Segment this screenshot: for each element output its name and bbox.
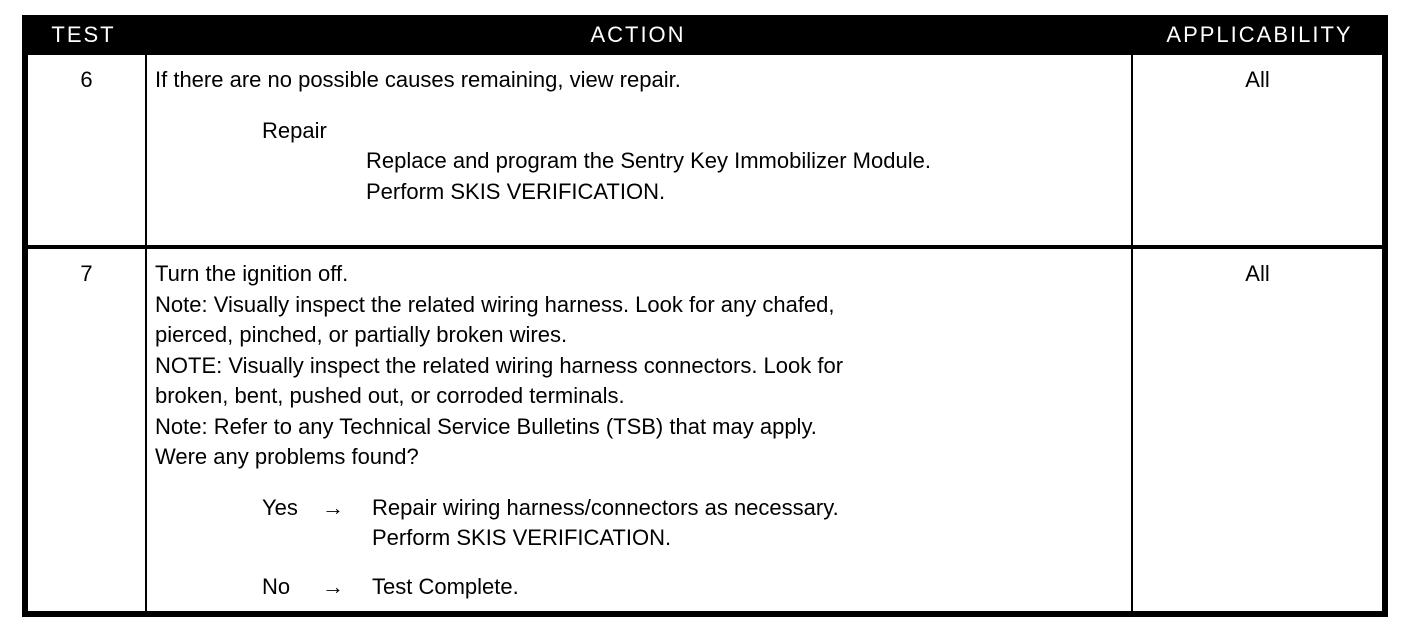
row-7-action-line: broken, bent, pushed out, or corroded terminals.	[155, 383, 625, 408]
row-7-action	[147, 249, 1131, 611]
repair-label: Repair	[262, 117, 327, 143]
row-7-action-line: NOTE: Visually inspect the related wiring harness connectors. Look for	[155, 352, 844, 378]
row-6-test-number: 6	[28, 55, 145, 245]
row-7-action-line: Note: Visually inspect the related wiring harness. Look for any chafed,	[155, 291, 835, 317]
yes-label: Yes	[262, 494, 298, 520]
no-label: No	[262, 573, 291, 599]
header-action: ACTION	[590, 22, 686, 47]
row-7-action-line: Were any problems found?	[155, 444, 419, 469]
row-7-applicability: All	[1133, 249, 1382, 611]
no-branch	[155, 572, 1123, 603]
row-6-applicability: All	[1133, 55, 1382, 245]
row-7-action-line: Turn the ignition off.	[155, 261, 349, 286]
arrow-right-icon: →	[322, 494, 344, 520]
row-7-action-line: Note: Refer to any Technical Service Bulletins (TSB) that may apply.	[155, 413, 817, 439]
no-line: Test Complete.	[372, 573, 519, 599]
repair-line: Replace and program the Sentry Key Immobilizer Module.	[366, 148, 931, 173]
yes-branch	[155, 493, 1123, 554]
header-test: TEST	[51, 22, 116, 47]
row-6-action	[147, 55, 1131, 245]
header-applicability: APPLICABILITY	[1166, 22, 1353, 47]
diagnostic-table	[22, 15, 1388, 617]
row-6-action-line: If there are no possible causes remaining, view repair.	[155, 67, 681, 92]
yes-line: Perform SKIS VERIFICATION.	[372, 525, 672, 550]
yes-line: Repair wiring harness/connectors as necessary.	[372, 494, 839, 520]
row-7-test-number: 7	[28, 249, 145, 611]
row-7-action-line: pierced, pinched, or partially broken wires.	[155, 322, 568, 347]
repair-line: Perform SKIS VERIFICATION.	[366, 178, 666, 204]
arrow-right-icon: →	[322, 573, 344, 599]
